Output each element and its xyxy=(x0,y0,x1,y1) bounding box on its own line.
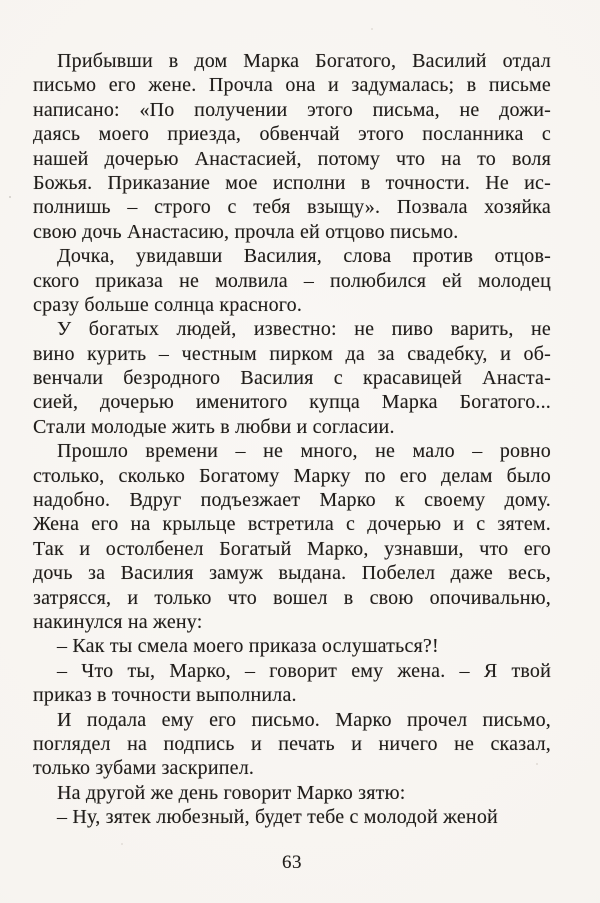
page-number: 63 xyxy=(282,852,302,873)
text-line: сразу больше солнца красного. xyxy=(33,293,303,316)
text-line: полнишь – строго с тебя взыщу». Позвала хозяйка xyxy=(33,196,551,219)
text-line: И подала ему его письмо. Марко прочел письмо, xyxy=(57,708,551,731)
text-line: Так и остолбенел Богатый Марко, узнавши, что его xyxy=(33,537,551,560)
text-line: даясь моего приезда, обвенчай этого посланника с xyxy=(33,123,551,146)
text-line: надобно. Вдруг подъезжает Марко к своему дому. xyxy=(33,489,551,512)
text-line: венчали безродного Василия с красавицей Анаста- xyxy=(33,367,551,390)
text-line: нашей дочерью Анастасией, потому что на то воля xyxy=(33,147,551,170)
text-line: Стали молодые жить в любви и согласии. xyxy=(33,415,395,438)
text-line: накинулся на жену: xyxy=(33,610,203,633)
scan-speck xyxy=(371,28,373,30)
text-line: свою дочь Анастасию, прочла ей отцово письмо. xyxy=(33,220,459,243)
text-line: Прибывши в дом Марка Богатого, Василий отдал xyxy=(57,50,551,72)
text-line: – Как ты смела моего приказа ослушаться?! xyxy=(57,635,439,658)
text-line: У богатых людей, известно: не пиво варить, не xyxy=(57,318,551,341)
scan-speck xyxy=(512,278,514,280)
text-line: ского приказа не молвила – полюбился ей молодец xyxy=(33,269,551,292)
text-line: – Что ты, Марко, – говорит ему жена. – Я твой xyxy=(57,659,551,682)
text-line: Жена его на крыльце встретила с дочерью и с зятем. xyxy=(33,513,551,536)
text-line: – Ну, зятек любезный, будет тебе с молодой женой xyxy=(57,806,498,829)
text-line: столько, сколько Богатому Марку по его делам было xyxy=(33,464,551,487)
text-line: сией, дочерью именитого купца Марка Богатого... xyxy=(33,391,551,414)
text-line: поглядел на подпись и печать и ничего не сказал, xyxy=(33,732,551,755)
text-line: Прошло времени – не много, не мало – ровно xyxy=(57,440,551,463)
scan-speck xyxy=(43,517,45,519)
text-line: вино курить – честным пирком да за свадебку, и об- xyxy=(33,342,551,365)
scan-speck xyxy=(9,196,11,198)
text-line: Божья. Приказание мое исполни в точности. Не ис- xyxy=(33,171,551,194)
text-block xyxy=(33,49,551,830)
text-line: написано: «По получении этого письма, не дожи- xyxy=(33,98,551,121)
text-line: На другой же день говорит Марко зятю: xyxy=(57,781,406,804)
text-line: только зубами заскрипел. xyxy=(33,757,255,780)
text-line: письмо его жене. Прочла она и задумалась; в письме xyxy=(33,74,551,97)
scan-speck xyxy=(536,763,538,765)
text-line: приказ в точности выполнила. xyxy=(33,684,297,707)
text-line: дочь за Василия замуж выдана. Побелел даже весь, xyxy=(33,562,551,585)
text-line: затрясся, и только что вошел в свою опочивальню, xyxy=(33,586,551,609)
scan-speck xyxy=(121,843,123,845)
text-line: Дочка, увидавши Василия, слова против отцов- xyxy=(57,245,551,268)
